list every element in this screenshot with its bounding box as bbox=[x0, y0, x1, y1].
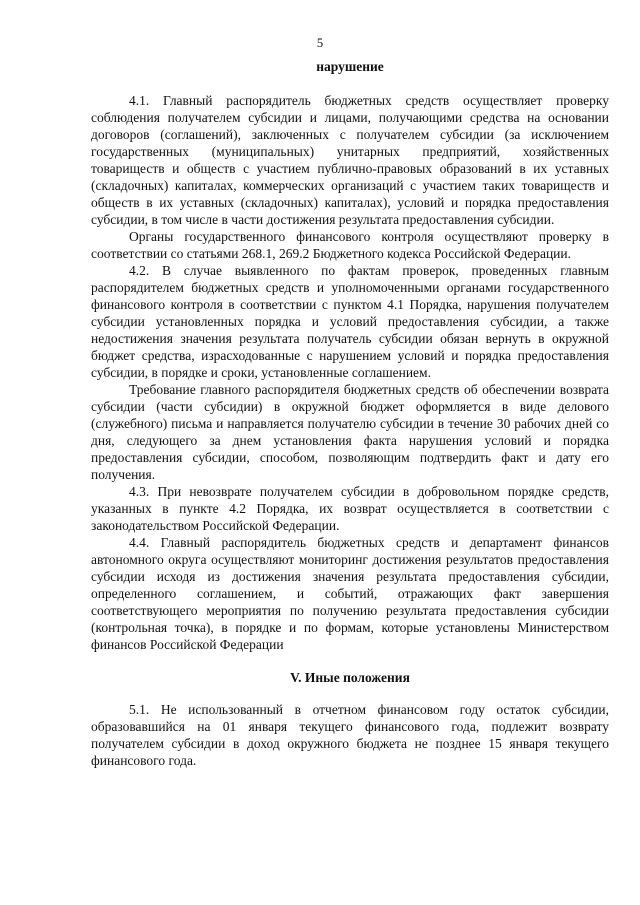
paragraph-refund-demand: Требование главного распорядителя бюджетных средств об обеспечении возврата субсидии (части субсидии) в окружной бюджет оформляется в виде делового (служебного) письма и направляется получателю субсидии в течение 30 рабочих дней со дня, следующего за днем установления факта нарушения условий и порядка предоставления субсидии, способом, позволяющим подтвердить факт и дату его получения. bbox=[91, 382, 609, 482]
paragraph-4-4: 4.4. Главный распорядитель бюджетных средств и департамент финансов автономного округа осуществляют мониторинг достижения результатов предоставления субсидии исходя из достижения значения результата предоставления субсидии, определенного соглашением, и событий, отражающих факт завершения соответствующего мероприятия по получению результата предоставления субсидии (контрольная точка), в порядке и по формам, которые установлены Министерством финансов Российской Федерации bbox=[91, 535, 609, 652]
paragraph-control-bodies: Органы государственного финансового контроля осуществляют проверку в соответствии со статьями 268.1, 269.2 Бюджетного кодекса Российской Федерации. bbox=[91, 229, 609, 261]
document-body bbox=[91, 58, 609, 769]
paragraph-4-1: 4.1. Главный распорядитель бюджетных средств осуществляет проверку соблюдения получателем субсидии и лицами, получающими средства на основании договоров (соглашений), заключенных с получателем субсидии (за исключением государственных (муниципальных) унитарных предприятий, хозяйственных товариществ и обществ с участием публично-правовых образований в их уставных (складочных) капиталах, коммерческих организаций с участием таких товариществ и обществ в их уставных (складочных) капиталах), условий и порядка предоставления субсидии, в том числе в части достижения результата предоставления субсидии. bbox=[91, 93, 609, 227]
section-heading: V. Иные положения bbox=[290, 670, 410, 685]
paragraph-5-1: 5.1. Не использованный в отчетном финансовом году остаток субсидии, образовавшийся на 01 января текущего финансового года, подлежит возврату получателем субсидии в доход окружного бюджета не позднее 15 января текущего финансового года. bbox=[91, 702, 609, 768]
continued-heading: нарушение bbox=[316, 59, 384, 74]
page-number: 5 bbox=[316, 36, 324, 50]
paragraph-4-2: 4.2. В случае выявленного по фактам проверок, проведенных главным распорядителем бюджетных средств и уполномоченными органами государственного финансового контроля в соответствии с пунктом 4.1 Порядка, нарушения получателем субсидии установленных порядка и условий предоставления субсидии, а также недостижения значения результата получатель субсидии обязан вернуть в окружной бюджет средства, израсходованные с нарушением условий и порядка предоставления субсидии, в порядке и сроки, установленные соглашением. bbox=[91, 263, 609, 380]
paragraph-4-3: 4.3. При невозврате получателем субсидии в добровольном порядке средств, указанных в пункте 4.2 Порядка, их возврат осуществляется в соответствии с законодательством Российской Федерации. bbox=[91, 484, 609, 533]
